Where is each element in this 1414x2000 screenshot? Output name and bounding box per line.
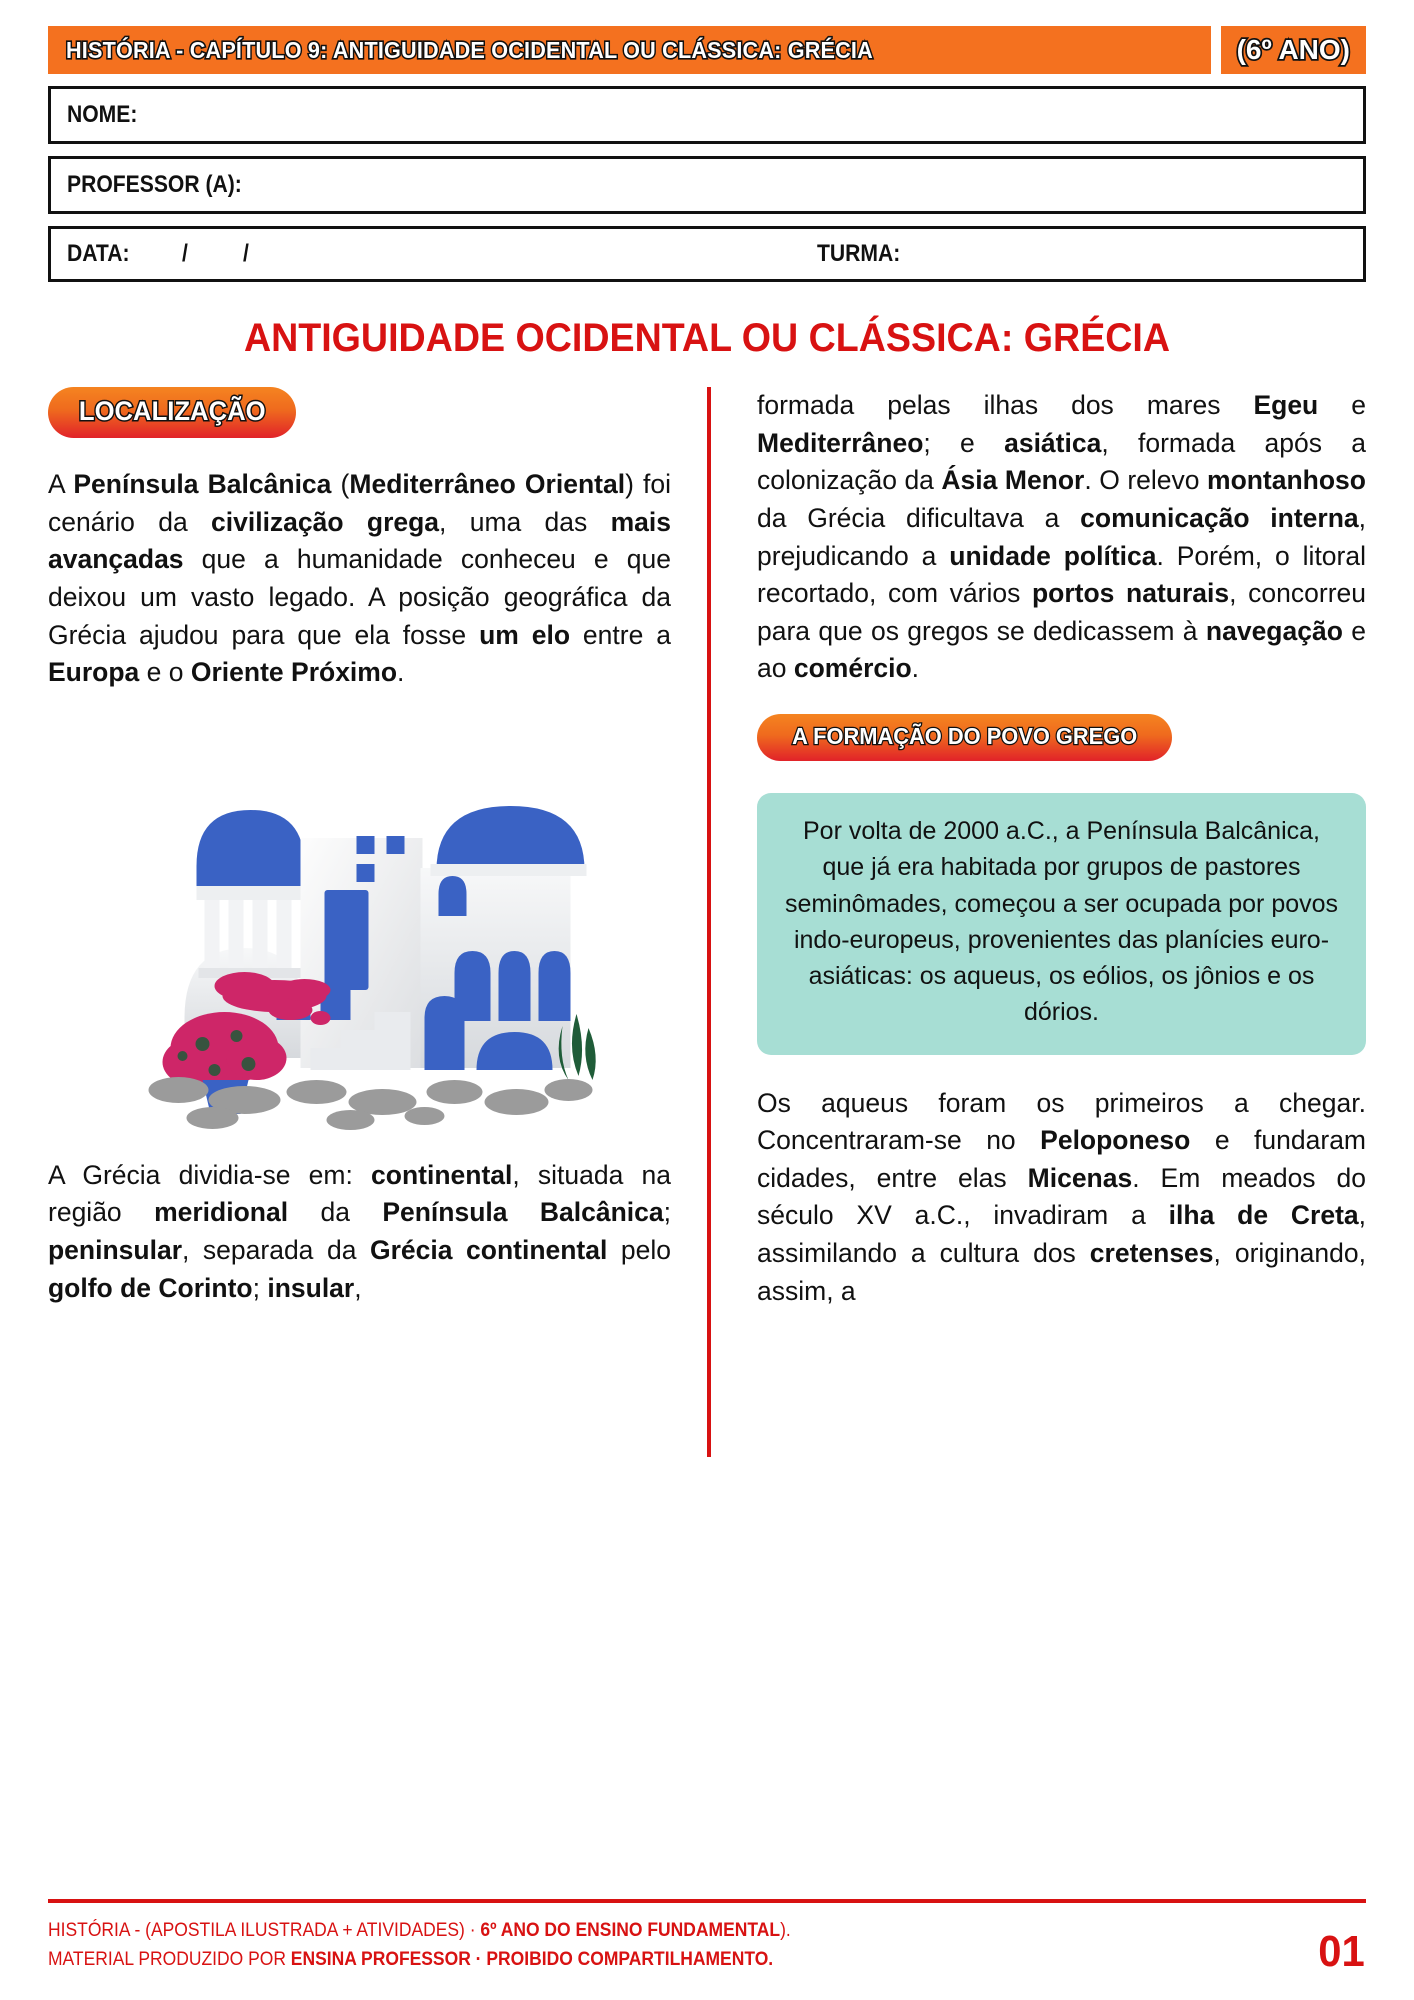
professor-label: PROFESSOR (A): — [67, 171, 242, 198]
right-paragraph-2: Os aqueus foram os primeiros a chegar. Concentraram-se no Peloponeso e fundaram cidades, entre elas Micenas. Em meados do século XV a.C., invadiram a ilha de Creta, assimilando a cultura dos cretenses, originando, assim, a — [757, 1087, 1367, 1306]
right-column — [707, 387, 1366, 1457]
footer-credits — [48, 1917, 855, 1974]
section-badge-label: A FORMAÇÃO DO POVO GREGO — [792, 723, 1138, 749]
turma-label: TURMA: — [817, 240, 901, 267]
data-slashes: / / — [182, 240, 274, 267]
highlight-callout — [757, 793, 1366, 1055]
section-badge-localizacao — [48, 387, 296, 438]
page-title: ANTIGUIDADE OCIDENTAL OU CLÁSSICA: GRÉCIA — [243, 316, 1171, 360]
left-paragraph-1: A Península Balcânica (Mediterrâneo Oriental) foi cenário da civilização grega, uma das mais avançadas que a humanidade conheceu e que deixou um vasto legado. A posição geográfica da Grécia ajudou para que ela fosse um elo entre a Europa e o Oriente Próximo. — [48, 469, 672, 688]
section-badge-formacao — [757, 714, 1172, 761]
nome-label: NOME: — [67, 101, 138, 128]
content-columns — [48, 387, 1366, 1457]
footer-divider — [48, 1899, 1366, 1903]
footer-line-1: HISTÓRIA - (APOSTILA ILUSTRADA + ATIVIDADES) · 6º ANO DO ENSINO FUNDAMENTAL). — [48, 1920, 791, 1941]
section-badge-label: LOCALIZAÇÃO — [78, 396, 266, 426]
footer — [48, 1899, 1366, 1974]
left-paragraph-2: A Grécia dividia-se em: continental, situada na região meridional da Península Balcânica; peninsular, separada da Grécia continental pelo golfo de Corinto; insular, — [48, 1159, 672, 1303]
left-column — [48, 387, 707, 1457]
header — [48, 26, 1366, 74]
callout-text: Por volta de 2000 a.C., a Península Balcânica, que já era habitada por grupos de pastores seminômades, começou a ser ocupada por povos indo-europeus, provenientes das planícies euro-asiáticas: os aqueus, os eólios, os jônios e os dórios. — [784, 817, 1339, 1027]
page-number: 01 — [1318, 1927, 1365, 1976]
right-paragraph-1: formada pelas ilhas dos mares Egeu e Mediterrâneo; e asiática, formada após a colonização da Ásia Menor. O relevo montanhoso da Grécia dificultava a comunicação interna, prejudicando a unidade política. Porém, o litoral recortado, com vários portos naturais, concorreu para que os gregos se dedicassem à navegação e ao comércio. — [757, 390, 1367, 684]
nome-field[interactable] — [48, 86, 1366, 144]
header-title-bar — [48, 26, 1211, 74]
footer-line-2: MATERIAL PRODUZIDO POR ENSINA PROFESSOR · PROIBIDO COMPARTILHAMENTO. — [48, 1948, 774, 1970]
data-label: DATA: — [67, 240, 130, 267]
professor-field[interactable] — [48, 156, 1366, 214]
data-turma-field[interactable] — [48, 226, 1366, 282]
chapter-title: HISTÓRIA - CAPÍTULO 9: ANTIGUIDADE OCIDENTAL OU CLÁSSICA: GRÉCIA — [66, 36, 873, 63]
grade-badge-label: (6º ANO) — [1236, 34, 1350, 65]
greek-village-illustration — [48, 718, 671, 1138]
grade-badge — [1221, 26, 1366, 74]
